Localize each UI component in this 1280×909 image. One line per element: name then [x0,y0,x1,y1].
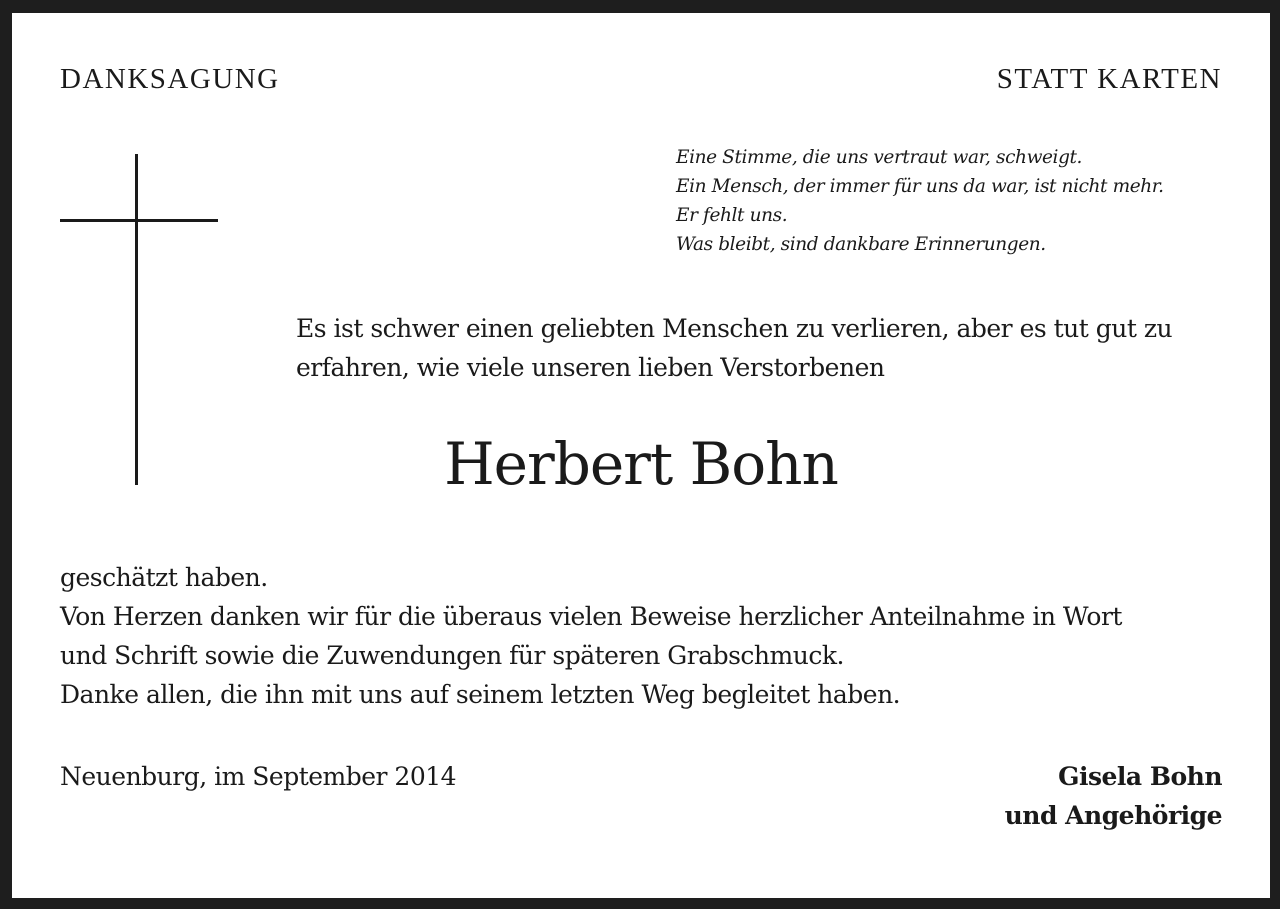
poem-line: Ein Mensch, der immer für uns da war, ist nicht mehr. [676,176,1164,197]
poem-line: Er fehlt uns. [676,205,788,226]
poem-line: Eine Stimme, die uns vertraut war, schweigt. [676,147,1083,168]
signature [1005,757,1222,835]
heading-statt-karten: STATT KARTEN [996,63,1222,95]
poem-line: Was bleibt, sind dankbare Erinnerungen. [676,234,1046,255]
poem [676,143,1164,259]
thanks-line: Von Herzen danken wir für die überaus vielen Beweise herzlicher Anteilnahme in Wort [60,602,1122,631]
heading-danksagung: DANKSAGUNG [60,63,280,95]
thanks-line: geschätzt haben. [60,563,268,592]
signature-relatives: und Angehörige [1004,801,1222,830]
thanks-line: Danke allen, die ihn mit uns auf seinem letzten Weg begleitet haben. [60,680,901,709]
intro-line: erfahren, wie viele unseren lieben Verstorbenen [296,353,885,382]
deceased-name: Herbert Bohn [444,430,838,498]
thanks-paragraph [60,558,1122,714]
thanks-line: und Schrift sowie die Zuwendungen für späteren Grabschmuck. [60,641,844,670]
cross-horizontal-bar [60,219,218,222]
place-date: Neuenburg, im September 2014 [60,762,457,791]
intro-line: Es ist schwer einen geliebten Menschen zu verlieren, aber es tut gut zu [296,314,1173,343]
signature-name: Gisela Bohn [1058,762,1222,791]
intro-paragraph [296,309,1172,387]
